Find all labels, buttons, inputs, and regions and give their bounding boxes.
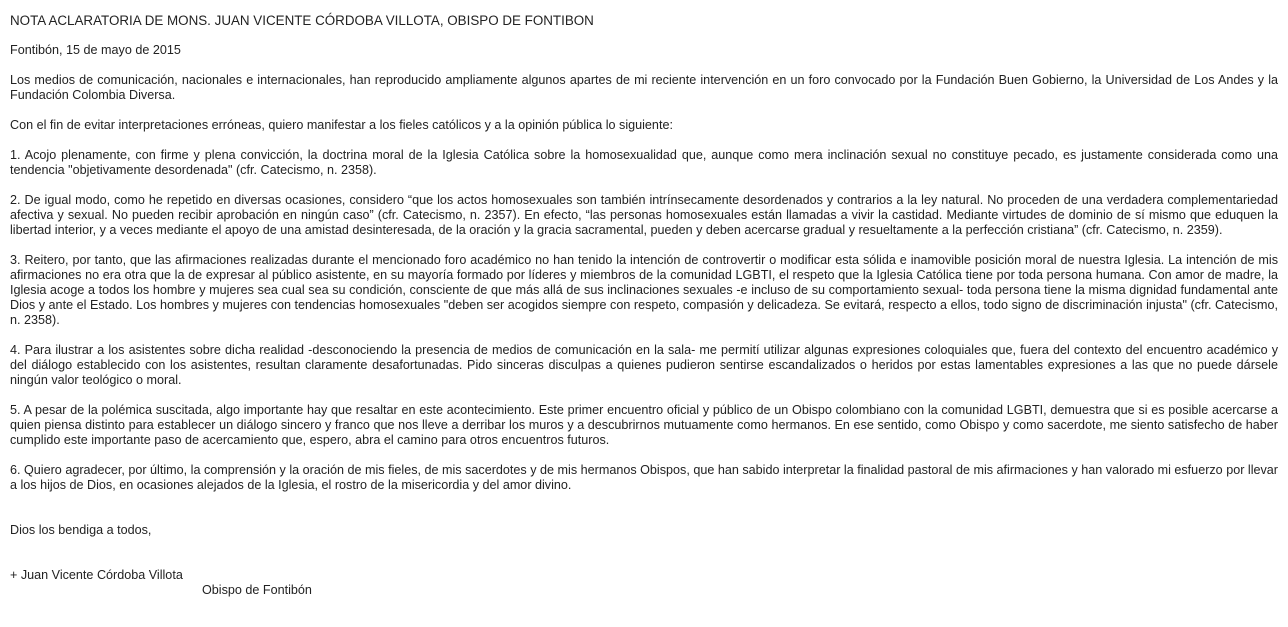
point-2-paragraph: 2. De igual modo, como he repetido en diversas ocasiones, considero “que los actos homosexuales son también intrínsecamente desordenados y contrarios a la ley natural. No proceden de una verdadera complementariedad afectiva y sexual. No pueden recibir aprobación en ningún caso” (cfr. Catecismo, n. 2357). En efecto, “las personas homosexuales están llamadas a vivir la castidad. Mediante virtudes de dominio de sí mismo que eduquen la libertad interior, y a veces mediante el apoyo de una amistad desinteresada, de la oración y la gracia sacramental, pueden y deben acercarse gradual y resueltamente a la perfección cristiana” (cfr. Catecismo, n. 2359). xyxy=(10,193,1278,237)
point-6-paragraph: 6. Quiero agradecer, por último, la comprensión y la oración de mis fieles, de mis sacerdotes y de mis hermanos Obispos, que han sabido interpretar la finalidad pastoral de mis afirmaciones y han valorado mi esfuerzo por llevar a los hijos de Dios, en ocasiones alejados de la Iglesia, el rostro de la misericordia y del amor divino. xyxy=(10,463,1278,492)
lead-in-paragraph: Con el fin de evitar interpretaciones erróneas, quiero manifestar a los fieles católicos y a la opinión pública lo siguiente: xyxy=(10,118,673,132)
closing-greeting: Dios los bendiga a todos, xyxy=(10,523,152,537)
signature-block xyxy=(10,568,1278,598)
intro-paragraph: Los medios de comunicación, nacionales e internacionales, han reproducido ampliamente algunos apartes de mi reciente intervención en un foro convocado por la Fundación Buen Gobierno, la Universidad de Los Andes y la Fundación Colombia Diversa. xyxy=(10,73,1278,102)
date-line: Fontibón, 15 de mayo de 2015 xyxy=(10,43,181,57)
point-1-paragraph: 1. Acojo plenamente, con firme y plena convicción, la doctrina moral de la Iglesia Católica sobre la homosexualidad que, aunque como mera inclinación sexual no constituye pecado, es justamente considerada como una tendencia "objetivamente desordenada" (cfr. Catecismo, n. 2358). xyxy=(10,148,1278,177)
point-5-paragraph: 5. A pesar de la polémica suscitada, algo importante hay que resaltar en este acontecimiento. Este primer encuentro oficial y público de un Obispo colombiano con la comunidad LGBTI, demuestra que si es posible acercarse a quien piensa distinto para establecer un diálogo sincero y franco que nos lleve a derribar los muros y a descubrirnos mutuamente como hermanos. En ese sentido, como Obispo y como sacerdote, me siento satisfecho de haber cumplido este importante paso de acercamiento que, espero, abra el camino para otros encuentros futuros. xyxy=(10,403,1278,447)
signature-name: + Juan Vicente Córdoba Villota xyxy=(10,568,183,582)
document-title: NOTA ACLARATORIA DE MONS. JUAN VICENTE CÓRDOBA VILLOTA, OBISPO DE FONTIBON xyxy=(10,13,594,28)
signature-role: Obispo de Fontibón xyxy=(202,583,312,597)
point-4-paragraph: 4. Para ilustrar a los asistentes sobre dicha realidad -desconociendo la presencia de medios de comunicación en la sala- me permití utilizar algunas expresiones coloquiales que, fuera del contexto del encuentro académico y del diálogo establecido con los asistentes, resultan claramente desafortunadas. Pido sinceras disculpas a quienes pudieron sentirse escandalizados o heridos por estas lamentables expresiones a las que no puede dársele ningún valor teológico o moral. xyxy=(10,343,1278,387)
point-3-paragraph: 3. Reitero, por tanto, que las afirmaciones realizadas durante el mencionado foro académico no han tenido la intención de controvertir o modificar esta sólida e inamovible posición moral de nuestra Iglesia. La intención de mis afirmaciones no era otra que la de expresar al público asistente, en su mayoría formado por líderes y miembros de la comunidad LGBTI, el respeto que la Iglesia Católica tiene por toda persona humana. Con amor de madre, la Iglesia acoge a todos los hombre y mujeres sea cual sea su condición, consciente de que más allá de sus inclinaciones sexuales -e incluso de su comportamiento sexual- toda persona tiene la misma dignidad fundamental ante Dios y ante el Estado. Los hombres y mujeres con tendencias homosexuales "deben ser acogidos siempre con respeto, compasión y delicadeza. Se evitará, respecto a ellos, todo signo de discriminación injusta" (cfr. Catecismo, n. 2358). xyxy=(10,253,1278,327)
